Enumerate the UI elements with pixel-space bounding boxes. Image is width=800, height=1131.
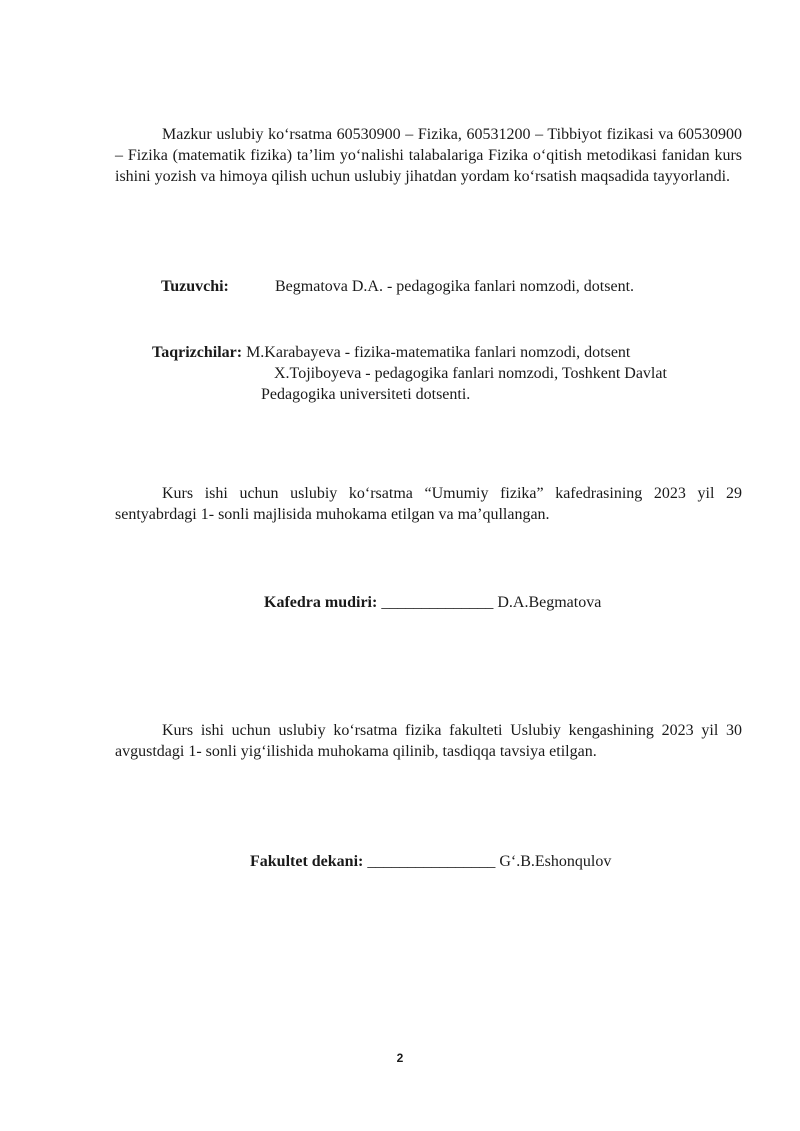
author-text: Begmatova D.A. - pedagogika fanlari nomzodi, dotsent. [275, 278, 635, 295]
department-head-label: Kafedra mudiri: [264, 594, 378, 611]
author-block [161, 276, 229, 297]
dean-name: Gʻ.B.Eshonqulov [499, 853, 612, 870]
reviewers-first-line [152, 342, 630, 363]
reviewers-label: Taqrizchilar: [152, 344, 243, 361]
signature-line: ______________ [381, 594, 494, 611]
signature-line: ________________ [367, 853, 496, 870]
faculty-approval-paragraph: Kurs ishi uchun uslubiy koʻrsatma fizika fakulteti Uslubiy kengashining 2023 yil 30 avgustdagi 1- sonli yigʻilishida muhokama qilinib, tasdiqqa tavsiya etilgan. [115, 722, 742, 760]
reviewer-1: M.Karabayeva - fizika-matematika fanlari nomzodi, dotsent [246, 344, 631, 361]
department-head-name: D.A.Begmatova [497, 594, 602, 611]
department-head-signature [264, 592, 601, 613]
reviewer-2-cont: Pedagogika universiteti dotsenti. [261, 386, 471, 403]
dean-label: Fakultet dekani: [250, 853, 364, 870]
page-number: 2 [396, 1051, 404, 1065]
department-approval-paragraph: Kurs ishi uchun uslubiy koʻrsatma “Umumiy fizika” kafedrasining 2023 yil 29 sentyabrdagi 1- sonli majlisida muhokama etilgan va maʼqullangan. [115, 485, 742, 523]
dean-signature [250, 851, 611, 872]
reviewer-2: X.Tojiboyeva - pedagogika fanlari nomzodi, Toshkent Davlat [274, 365, 667, 382]
author-label: Tuzuvchi: [161, 278, 229, 295]
intro-paragraph: Mazkur uslubiy koʻrsatma 60530900 – Fizika, 60531200 – Tibbiyot fizikasi va 60530900 – Fizika (matematik fizika) taʼlim yoʻnalishi talabalariga Fizika oʻqitish metodikasi fanidan kurs ishini yozish va himoya qilish uchun uslubiy jihatdan yordam koʻrsatish maqsadida tayyorlandi. [115, 126, 742, 185]
